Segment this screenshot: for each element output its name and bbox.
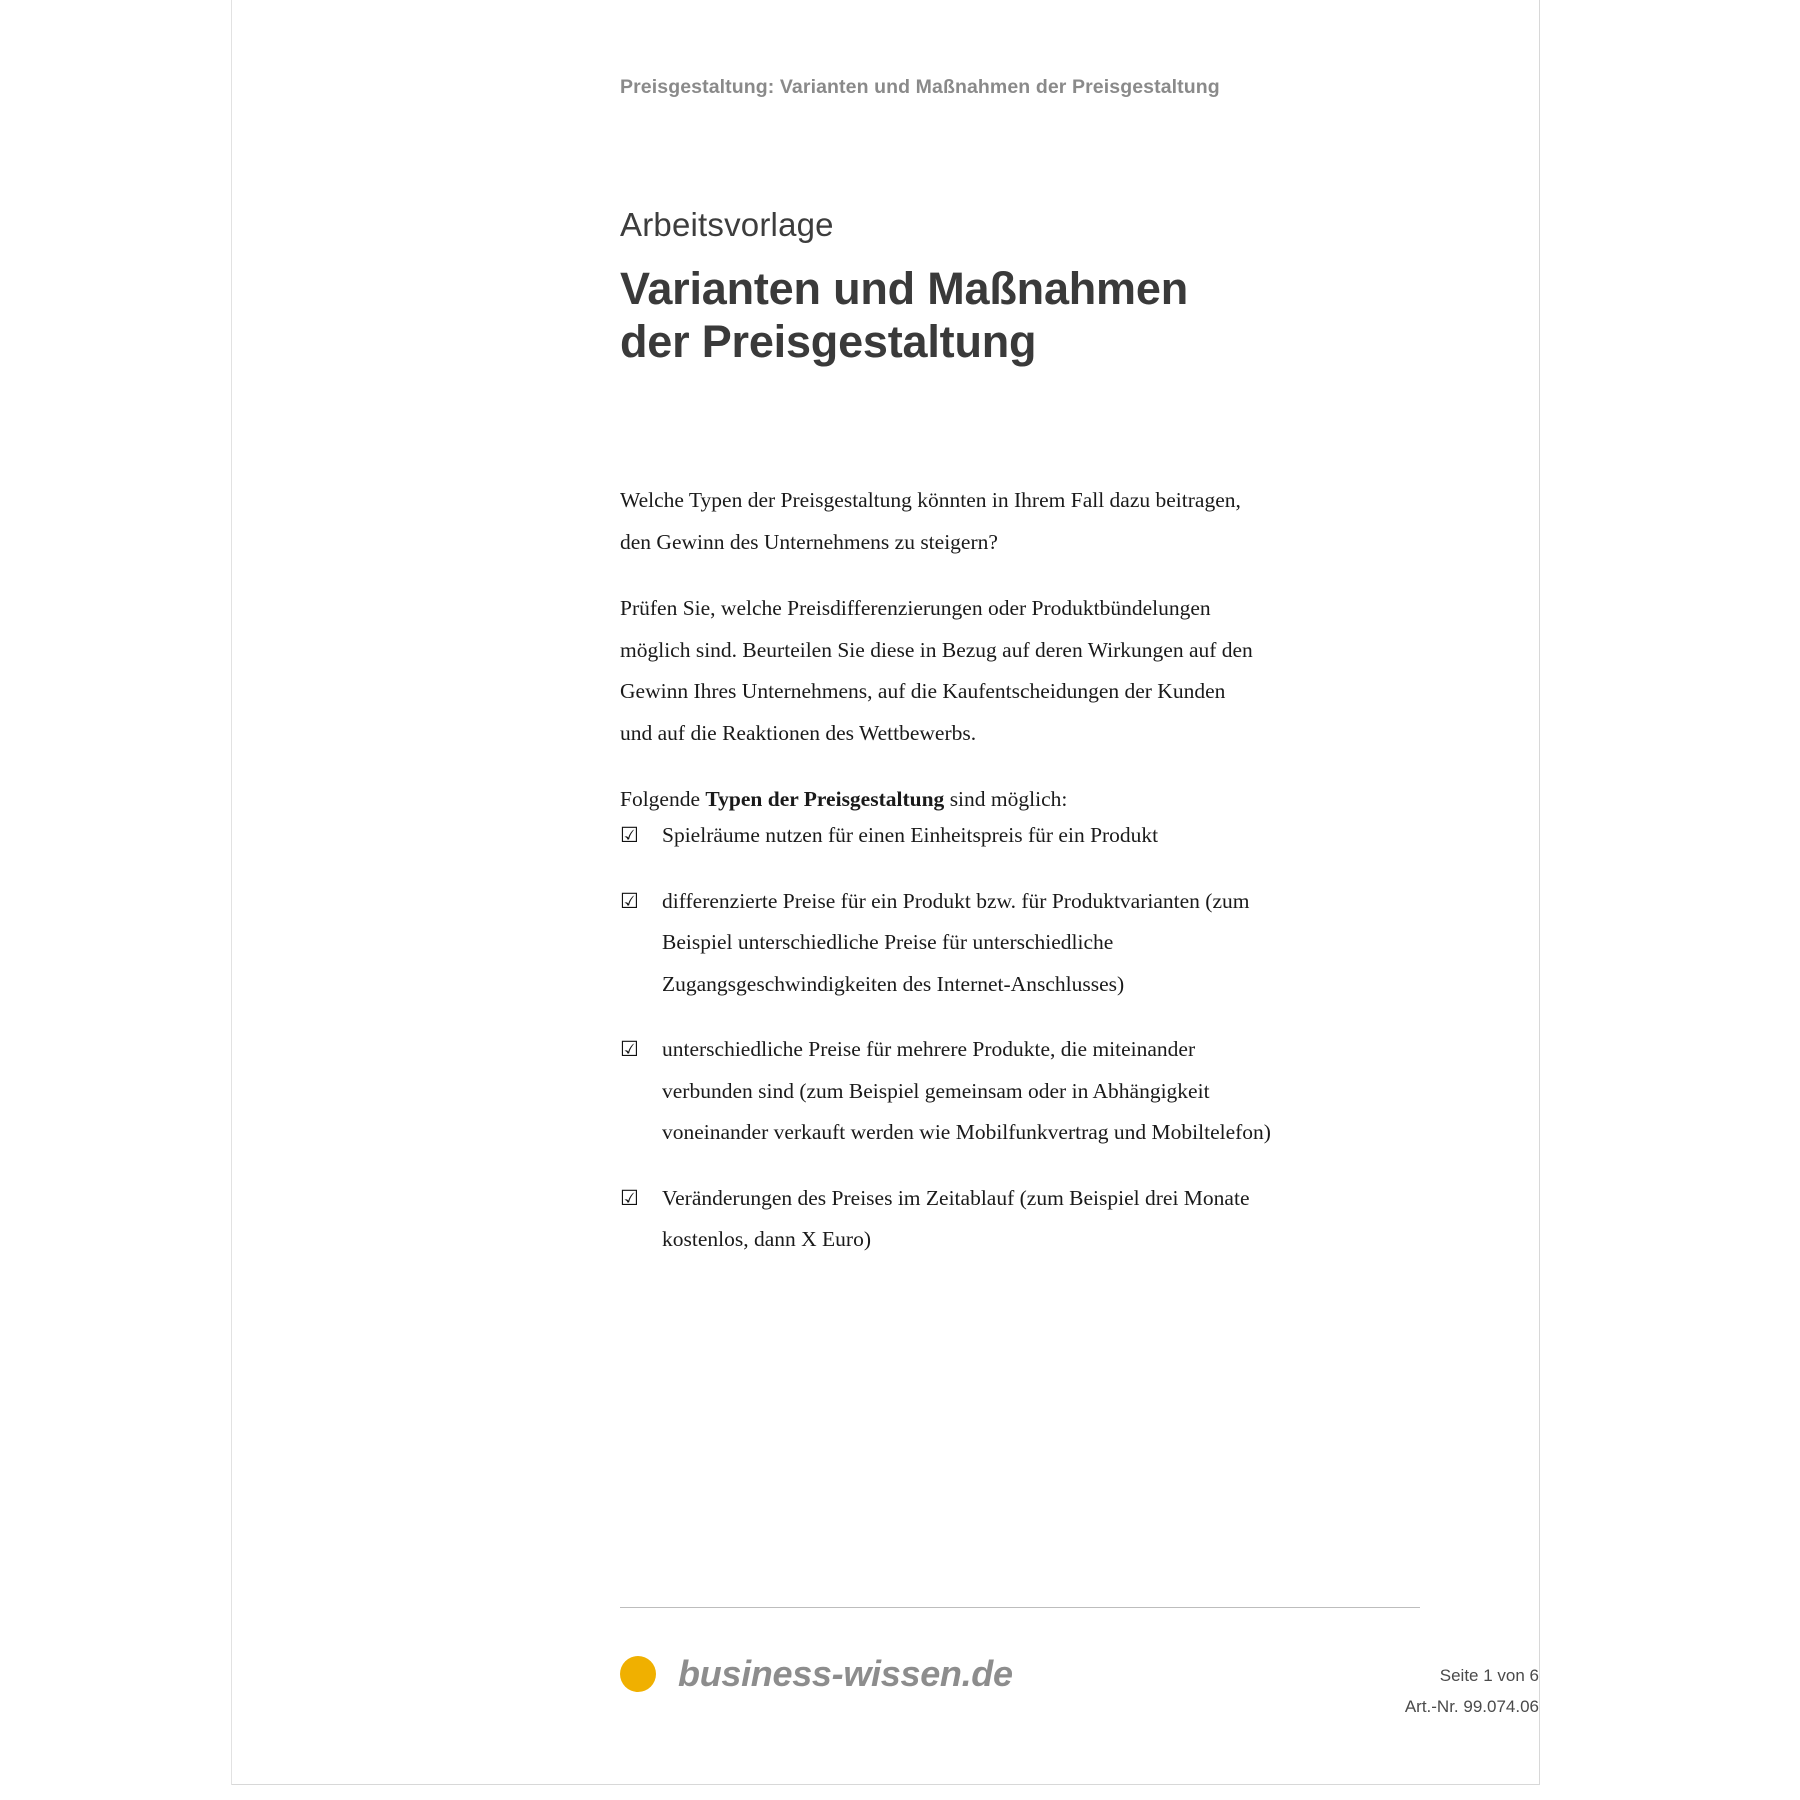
list-item-label: differenzierte Preise für ein Produkt bzw. für Produktvarianten (zum Beispiel unterschiedliche Preise für unterschiedliche Zugangsgeschwindigkeiten des Internet-Anschlusses) bbox=[662, 888, 1250, 996]
list-item-label: Veränderungen des Preises im Zeitablauf (zum Beispiel drei Monate kostenlos, dann X Euro) bbox=[662, 1185, 1250, 1251]
list-item-label: unterschiedliche Preise für mehrere Produkte, die miteinander verbunden sind (zum Beispiel gemeinsam oder in Abhängigkeit voneinander verkauft werden wie Mobilfunkvertrag und Mobiltelefon) bbox=[662, 1037, 1271, 1144]
checklist bbox=[620, 815, 1280, 1261]
paragraph-3-emphasis: Typen der Preisgestaltung bbox=[705, 787, 945, 811]
list-item[interactable] bbox=[620, 815, 1280, 857]
brand-name: business-wissen.de bbox=[678, 1653, 1013, 1694]
checkbox-checked-icon[interactable]: ☑ bbox=[620, 888, 639, 913]
paragraph-3-suffix: sind möglich: bbox=[944, 787, 1068, 811]
article-number: Art.-Nr. 99.074.06 bbox=[1404, 1697, 1539, 1716]
running-header: Preisgestaltung: Varianten und Maßnahmen der Preisgestaltung bbox=[620, 76, 1220, 98]
list-item[interactable] bbox=[620, 1029, 1280, 1154]
body-copy bbox=[620, 480, 1260, 821]
document-page bbox=[232, 0, 1540, 1785]
paragraph-3-prefix: Folgende bbox=[620, 787, 706, 811]
footer-divider bbox=[620, 1607, 1420, 1608]
title-block bbox=[620, 206, 1420, 368]
page-title bbox=[620, 262, 1420, 368]
list-item-label: Spielräume nutzen für einen Einheitspreis für ein Produkt bbox=[662, 823, 1159, 847]
paragraph-2: Prüfen Sie, welche Preisdifferenzierungen oder Produktbündelungen möglich sind. Beurteilen Sie diese in Bezug auf deren Wirkungen auf den Gewinn Ihres Unternehmens, auf die Kaufentscheidungen der Kunden und auf die Reaktionen des Wettbewerbs. bbox=[620, 596, 1253, 745]
page-number: Seite 1 von 6 bbox=[1439, 1666, 1539, 1685]
list-item[interactable] bbox=[620, 1178, 1280, 1261]
checkbox-checked-icon[interactable]: ☑ bbox=[620, 823, 639, 847]
list-item[interactable] bbox=[620, 881, 1280, 1006]
page-title-line-1: Varianten und Maßnahmen bbox=[620, 262, 1188, 314]
paragraph-1: Welche Typen der Preisgestaltung könnten in Ihrem Fall dazu beitragen, den Gewinn des Unternehmens zu steigern? bbox=[620, 488, 1241, 554]
page-title-line-2: der Preisgestaltung bbox=[620, 316, 1037, 368]
footer-meta bbox=[351, 1660, 1539, 1722]
checkbox-checked-icon[interactable]: ☑ bbox=[620, 1037, 639, 1061]
document-kicker: Arbeitsvorlage bbox=[620, 206, 834, 243]
checkbox-checked-icon[interactable]: ☑ bbox=[620, 1185, 639, 1210]
